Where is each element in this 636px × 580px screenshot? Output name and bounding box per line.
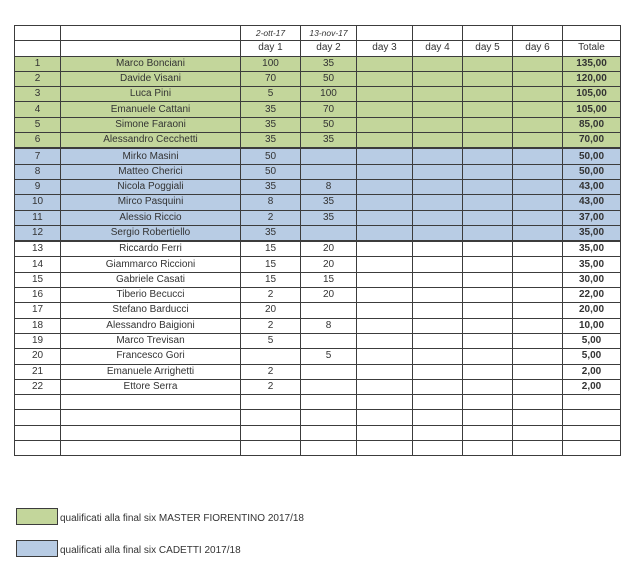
cell-total[interactable]: 43,00 bbox=[563, 195, 621, 210]
cell-day-3[interactable] bbox=[357, 164, 413, 179]
cell-day-6[interactable] bbox=[513, 179, 563, 194]
table-row bbox=[15, 349, 621, 364]
cell-day-3[interactable] bbox=[357, 148, 413, 164]
cell-day-6[interactable] bbox=[513, 164, 563, 179]
cell-player-name[interactable] bbox=[61, 441, 241, 456]
cell-total[interactable]: 2,00 bbox=[563, 379, 621, 394]
cell-position[interactable]: 3 bbox=[15, 87, 61, 102]
cell-day-1[interactable]: 5 bbox=[241, 333, 301, 348]
cell-day-2[interactable]: 20 bbox=[301, 257, 357, 272]
table-row bbox=[15, 56, 621, 71]
cell-day-2[interactable]: 20 bbox=[301, 241, 357, 257]
cell-day-6[interactable] bbox=[513, 102, 563, 117]
table-row bbox=[15, 425, 621, 440]
legend-label-cadetti: qualificati alla final six CADETTI 2017/18 bbox=[60, 545, 241, 556]
cell-day-6[interactable] bbox=[513, 133, 563, 149]
table-row bbox=[15, 210, 621, 225]
cell-day-6[interactable] bbox=[513, 318, 563, 333]
cell-day-4[interactable] bbox=[413, 333, 463, 348]
cell-player-name[interactable]: Emanuele Cattani bbox=[61, 102, 241, 117]
cell-day-1[interactable]: 50 bbox=[241, 164, 301, 179]
table-row bbox=[15, 117, 621, 132]
cell-position[interactable]: 5 bbox=[15, 117, 61, 132]
cell-day-3[interactable] bbox=[357, 303, 413, 318]
cell-total[interactable]: 120,00 bbox=[563, 71, 621, 86]
cell-player-name[interactable]: Mirko Masini bbox=[61, 148, 241, 164]
cell-day-3[interactable] bbox=[357, 133, 413, 149]
cell-total[interactable]: 105,00 bbox=[563, 102, 621, 117]
table-row bbox=[15, 379, 621, 394]
cell-position[interactable] bbox=[15, 441, 61, 456]
cell-day-6[interactable] bbox=[513, 425, 563, 440]
header-day-6[interactable]: day 6 bbox=[513, 41, 563, 56]
cell-day-4[interactable] bbox=[413, 272, 463, 287]
cell-day-3[interactable] bbox=[357, 318, 413, 333]
cell-position[interactable]: 6 bbox=[15, 133, 61, 149]
header-row-dates bbox=[15, 26, 621, 41]
cell-day-6[interactable] bbox=[513, 56, 563, 71]
cell-day-6[interactable] bbox=[513, 333, 563, 348]
cell-position[interactable]: 13 bbox=[15, 241, 61, 257]
cell-day-3[interactable] bbox=[357, 210, 413, 225]
cell-position[interactable]: 10 bbox=[15, 195, 61, 210]
table-row bbox=[15, 441, 621, 456]
cell-day-4[interactable] bbox=[413, 410, 463, 425]
header-date-day2[interactable]: 13-nov-17 bbox=[301, 26, 357, 41]
cell-day-1[interactable]: 35 bbox=[241, 102, 301, 117]
cell-day-1[interactable]: 2 bbox=[241, 318, 301, 333]
cell-day-2[interactable]: 20 bbox=[301, 288, 357, 303]
legend-item-master bbox=[16, 508, 304, 525]
cell-day-6[interactable] bbox=[513, 195, 563, 210]
cell-day-4[interactable] bbox=[413, 441, 463, 456]
cell-day-2[interactable] bbox=[301, 364, 357, 379]
cell-total[interactable]: 135,00 bbox=[563, 56, 621, 71]
cell-total[interactable]: 10,00 bbox=[563, 318, 621, 333]
legend-swatch-cadetti bbox=[16, 540, 58, 557]
table-row bbox=[15, 225, 621, 241]
cell-day-1[interactable]: 2 bbox=[241, 379, 301, 394]
cell-day-5[interactable] bbox=[463, 102, 513, 117]
cell-day-2[interactable]: 15 bbox=[301, 272, 357, 287]
cell-total[interactable]: 50,00 bbox=[563, 164, 621, 179]
cell-day-1[interactable]: 70 bbox=[241, 71, 301, 86]
header-date-total[interactable] bbox=[563, 26, 621, 41]
cell-day-2[interactable] bbox=[301, 333, 357, 348]
cell-day-3[interactable] bbox=[357, 379, 413, 394]
cell-player-name[interactable]: Gabriele Casati bbox=[61, 272, 241, 287]
cell-player-name[interactable]: Tiberio Becucci bbox=[61, 288, 241, 303]
cell-position[interactable]: 1 bbox=[15, 56, 61, 71]
cell-day-5[interactable] bbox=[463, 225, 513, 241]
cell-day-4[interactable] bbox=[413, 225, 463, 241]
cell-day-6[interactable] bbox=[513, 272, 563, 287]
cell-day-1[interactable]: 20 bbox=[241, 303, 301, 318]
cell-day-5[interactable] bbox=[463, 148, 513, 164]
cell-position[interactable]: 15 bbox=[15, 272, 61, 287]
cell-day-2[interactable]: 35 bbox=[301, 195, 357, 210]
cell-day-5[interactable] bbox=[463, 195, 513, 210]
cell-day-4[interactable] bbox=[413, 148, 463, 164]
cell-player-name[interactable]: Ettore Serra bbox=[61, 379, 241, 394]
cell-day-2[interactable]: 35 bbox=[301, 133, 357, 149]
cell-day-3[interactable] bbox=[357, 333, 413, 348]
legend-item-cadetti bbox=[16, 540, 241, 557]
cell-day-4[interactable] bbox=[413, 395, 463, 410]
header-day-1[interactable]: day 1 bbox=[241, 41, 301, 56]
cell-player-name[interactable]: Marco Trevisan bbox=[61, 333, 241, 348]
cell-position[interactable]: 21 bbox=[15, 364, 61, 379]
cell-day-5[interactable] bbox=[463, 379, 513, 394]
cell-player-name[interactable]: Matteo Cherici bbox=[61, 164, 241, 179]
cell-day-1[interactable]: 35 bbox=[241, 225, 301, 241]
cell-player-name[interactable]: Nicola Poggiali bbox=[61, 179, 241, 194]
cell-day-4[interactable] bbox=[413, 303, 463, 318]
cell-player-name[interactable]: Davide Visani bbox=[61, 71, 241, 86]
cell-day-5[interactable] bbox=[463, 395, 513, 410]
cell-day-2[interactable]: 50 bbox=[301, 117, 357, 132]
cell-total[interactable]: 35,00 bbox=[563, 257, 621, 272]
cell-day-4[interactable] bbox=[413, 179, 463, 194]
cell-day-3[interactable] bbox=[357, 117, 413, 132]
cell-day-2[interactable]: 50 bbox=[301, 71, 357, 86]
cell-day-5[interactable] bbox=[463, 410, 513, 425]
header-day-4[interactable]: day 4 bbox=[413, 41, 463, 56]
cell-day-5[interactable] bbox=[463, 364, 513, 379]
cell-day-4[interactable] bbox=[413, 164, 463, 179]
cell-player-name[interactable]: Sergio Robertiello bbox=[61, 225, 241, 241]
table-row bbox=[15, 364, 621, 379]
table-row bbox=[15, 241, 621, 257]
cell-total[interactable]: 22,00 bbox=[563, 288, 621, 303]
cell-day-3[interactable] bbox=[357, 395, 413, 410]
cell-day-3[interactable] bbox=[357, 410, 413, 425]
legend-swatch-master bbox=[16, 508, 58, 525]
cell-day-1[interactable]: 35 bbox=[241, 179, 301, 194]
cell-day-2[interactable]: 5 bbox=[301, 349, 357, 364]
cell-day-5[interactable] bbox=[463, 87, 513, 102]
cell-day-6[interactable] bbox=[513, 349, 563, 364]
cell-day-2[interactable] bbox=[301, 303, 357, 318]
table-row bbox=[15, 333, 621, 348]
cell-position[interactable]: 18 bbox=[15, 318, 61, 333]
cell-player-name[interactable] bbox=[61, 425, 241, 440]
cell-day-1[interactable]: 15 bbox=[241, 241, 301, 257]
spacer-cell bbox=[15, 26, 61, 41]
cell-day-4[interactable] bbox=[413, 102, 463, 117]
cell-position[interactable]: 22 bbox=[15, 379, 61, 394]
cell-day-3[interactable] bbox=[357, 364, 413, 379]
cell-day-5[interactable] bbox=[463, 241, 513, 257]
cell-position[interactable] bbox=[15, 410, 61, 425]
header-date-day5[interactable] bbox=[463, 26, 513, 41]
cell-total[interactable]: 70,00 bbox=[563, 133, 621, 149]
cell-position[interactable]: 14 bbox=[15, 257, 61, 272]
cell-day-4[interactable] bbox=[413, 349, 463, 364]
cell-day-1[interactable]: 100 bbox=[241, 56, 301, 71]
cell-day-2[interactable] bbox=[301, 410, 357, 425]
cell-day-1[interactable]: 35 bbox=[241, 117, 301, 132]
cell-position[interactable]: 19 bbox=[15, 333, 61, 348]
cell-day-3[interactable] bbox=[357, 241, 413, 257]
table-row bbox=[15, 195, 621, 210]
table-row bbox=[15, 148, 621, 164]
cell-day-3[interactable] bbox=[357, 195, 413, 210]
cell-day-3[interactable] bbox=[357, 425, 413, 440]
cell-day-6[interactable] bbox=[513, 241, 563, 257]
cell-day-3[interactable] bbox=[357, 87, 413, 102]
cell-player-name[interactable] bbox=[61, 410, 241, 425]
cell-day-4[interactable] bbox=[413, 425, 463, 440]
cell-position[interactable]: 2 bbox=[15, 71, 61, 86]
cell-total[interactable]: 105,00 bbox=[563, 87, 621, 102]
cell-day-3[interactable] bbox=[357, 441, 413, 456]
cell-day-4[interactable] bbox=[413, 87, 463, 102]
header-row-days bbox=[15, 41, 621, 56]
cell-day-3[interactable] bbox=[357, 257, 413, 272]
cell-day-5[interactable] bbox=[463, 164, 513, 179]
table-row bbox=[15, 410, 621, 425]
cell-position[interactable]: 16 bbox=[15, 288, 61, 303]
cell-player-name[interactable]: Alessandro Baigioni bbox=[61, 318, 241, 333]
cell-day-6[interactable] bbox=[513, 441, 563, 456]
cell-position[interactable]: 20 bbox=[15, 349, 61, 364]
cell-day-6[interactable] bbox=[513, 303, 563, 318]
spacer-cell bbox=[61, 41, 241, 56]
cell-position[interactable] bbox=[15, 395, 61, 410]
cell-day-2[interactable]: 8 bbox=[301, 179, 357, 194]
cell-total[interactable]: 43,00 bbox=[563, 179, 621, 194]
cell-day-5[interactable] bbox=[463, 318, 513, 333]
cell-day-5[interactable] bbox=[463, 257, 513, 272]
cell-day-6[interactable] bbox=[513, 395, 563, 410]
spacer-cell bbox=[61, 26, 241, 41]
cell-day-3[interactable] bbox=[357, 225, 413, 241]
cell-day-5[interactable] bbox=[463, 441, 513, 456]
header-day-3[interactable]: day 3 bbox=[357, 41, 413, 56]
cell-player-name[interactable]: Simone Faraoni bbox=[61, 117, 241, 132]
header-date-day4[interactable] bbox=[413, 26, 463, 41]
header-date-day1[interactable]: 2-ott-17 bbox=[241, 26, 301, 41]
cell-day-4[interactable] bbox=[413, 318, 463, 333]
cell-position[interactable]: 4 bbox=[15, 102, 61, 117]
cell-day-1[interactable] bbox=[241, 349, 301, 364]
cell-day-2[interactable]: 70 bbox=[301, 102, 357, 117]
cell-day-5[interactable] bbox=[463, 56, 513, 71]
header-date-day6[interactable] bbox=[513, 26, 563, 41]
cell-day-2[interactable] bbox=[301, 441, 357, 456]
cell-day-6[interactable] bbox=[513, 364, 563, 379]
cell-day-4[interactable] bbox=[413, 71, 463, 86]
table-row bbox=[15, 303, 621, 318]
cell-day-5[interactable] bbox=[463, 272, 513, 287]
header-totale[interactable]: Totale bbox=[563, 41, 621, 56]
cell-total[interactable]: 85,00 bbox=[563, 117, 621, 132]
cell-day-5[interactable] bbox=[463, 210, 513, 225]
cell-day-1[interactable]: 15 bbox=[241, 272, 301, 287]
cell-day-6[interactable] bbox=[513, 410, 563, 425]
cell-day-4[interactable] bbox=[413, 56, 463, 71]
cell-day-2[interactable] bbox=[301, 164, 357, 179]
cell-day-2[interactable] bbox=[301, 225, 357, 241]
table-row bbox=[15, 87, 621, 102]
cell-day-3[interactable] bbox=[357, 179, 413, 194]
cell-day-2[interactable]: 35 bbox=[301, 210, 357, 225]
cell-day-1[interactable]: 8 bbox=[241, 195, 301, 210]
cell-day-3[interactable] bbox=[357, 272, 413, 287]
cell-day-4[interactable] bbox=[413, 364, 463, 379]
cell-day-5[interactable] bbox=[463, 333, 513, 348]
cell-day-4[interactable] bbox=[413, 257, 463, 272]
cell-player-name[interactable]: Mirco Pasquini bbox=[61, 195, 241, 210]
cell-player-name[interactable]: Stefano Barducci bbox=[61, 303, 241, 318]
cell-day-6[interactable] bbox=[513, 210, 563, 225]
cell-day-3[interactable] bbox=[357, 349, 413, 364]
table-row bbox=[15, 133, 621, 149]
cell-day-5[interactable] bbox=[463, 117, 513, 132]
cell-day-2[interactable] bbox=[301, 425, 357, 440]
cell-position[interactable] bbox=[15, 425, 61, 440]
table-row bbox=[15, 272, 621, 287]
cell-total[interactable] bbox=[563, 441, 621, 456]
cell-day-1[interactable]: 2 bbox=[241, 288, 301, 303]
cell-total[interactable]: 50,00 bbox=[563, 148, 621, 164]
table-row bbox=[15, 288, 621, 303]
header-day-5[interactable]: day 5 bbox=[463, 41, 513, 56]
cell-position[interactable]: 9 bbox=[15, 179, 61, 194]
cell-total[interactable] bbox=[563, 410, 621, 425]
cell-day-5[interactable] bbox=[463, 303, 513, 318]
cell-day-4[interactable] bbox=[413, 241, 463, 257]
cell-day-1[interactable]: 2 bbox=[241, 210, 301, 225]
legend-label-master: qualificati alla final six MASTER FIORENTINO 2017/18 bbox=[60, 513, 304, 524]
cell-player-name[interactable]: Emanuele Arrighetti bbox=[61, 364, 241, 379]
cell-total[interactable]: 5,00 bbox=[563, 333, 621, 348]
cell-day-2[interactable] bbox=[301, 379, 357, 394]
cell-player-name[interactable]: Luca Pini bbox=[61, 87, 241, 102]
cell-day-5[interactable] bbox=[463, 133, 513, 149]
cell-day-2[interactable]: 8 bbox=[301, 318, 357, 333]
table-row bbox=[15, 179, 621, 194]
cell-day-5[interactable] bbox=[463, 349, 513, 364]
cell-position[interactable]: 12 bbox=[15, 225, 61, 241]
cell-total[interactable] bbox=[563, 425, 621, 440]
cell-day-6[interactable] bbox=[513, 148, 563, 164]
cell-day-3[interactable] bbox=[357, 288, 413, 303]
cell-position[interactable]: 11 bbox=[15, 210, 61, 225]
cell-day-1[interactable]: 50 bbox=[241, 148, 301, 164]
cell-day-4[interactable] bbox=[413, 133, 463, 149]
cell-day-6[interactable] bbox=[513, 87, 563, 102]
table-row bbox=[15, 318, 621, 333]
cell-day-5[interactable] bbox=[463, 425, 513, 440]
cell-total[interactable]: 2,00 bbox=[563, 364, 621, 379]
cell-day-1[interactable] bbox=[241, 425, 301, 440]
cell-player-name[interactable]: Giammarco Riccioni bbox=[61, 257, 241, 272]
table-row bbox=[15, 71, 621, 86]
cell-day-1[interactable]: 2 bbox=[241, 364, 301, 379]
cell-day-6[interactable] bbox=[513, 225, 563, 241]
cell-total[interactable]: 37,00 bbox=[563, 210, 621, 225]
cell-day-4[interactable] bbox=[413, 288, 463, 303]
cell-player-name[interactable]: Alessio Riccio bbox=[61, 210, 241, 225]
cell-day-2[interactable] bbox=[301, 148, 357, 164]
cell-player-name[interactable]: Francesco Gori bbox=[61, 349, 241, 364]
cell-player-name[interactable] bbox=[61, 395, 241, 410]
cell-day-4[interactable] bbox=[413, 379, 463, 394]
cell-day-6[interactable] bbox=[513, 288, 563, 303]
ranking-table bbox=[14, 25, 621, 456]
cell-day-3[interactable] bbox=[357, 71, 413, 86]
cell-day-1[interactable] bbox=[241, 410, 301, 425]
cell-day-2[interactable] bbox=[301, 395, 357, 410]
header-date-day3[interactable] bbox=[357, 26, 413, 41]
table-row bbox=[15, 164, 621, 179]
table-row bbox=[15, 102, 621, 117]
cell-day-2[interactable]: 35 bbox=[301, 56, 357, 71]
cell-total[interactable]: 30,00 bbox=[563, 272, 621, 287]
cell-day-1[interactable]: 15 bbox=[241, 257, 301, 272]
cell-day-4[interactable] bbox=[413, 195, 463, 210]
cell-day-5[interactable] bbox=[463, 71, 513, 86]
cell-total[interactable]: 35,00 bbox=[563, 225, 621, 241]
cell-day-1[interactable] bbox=[241, 395, 301, 410]
cell-day-5[interactable] bbox=[463, 288, 513, 303]
cell-total[interactable] bbox=[563, 395, 621, 410]
cell-day-3[interactable] bbox=[357, 102, 413, 117]
cell-day-6[interactable] bbox=[513, 257, 563, 272]
cell-player-name[interactable]: Riccardo Ferri bbox=[61, 241, 241, 257]
cell-player-name[interactable]: Alessandro Cecchetti bbox=[61, 133, 241, 149]
cell-day-2[interactable]: 100 bbox=[301, 87, 357, 102]
cell-day-4[interactable] bbox=[413, 210, 463, 225]
cell-day-1[interactable] bbox=[241, 441, 301, 456]
cell-total[interactable]: 20,00 bbox=[563, 303, 621, 318]
table-row bbox=[15, 257, 621, 272]
cell-position[interactable]: 17 bbox=[15, 303, 61, 318]
cell-day-6[interactable] bbox=[513, 379, 563, 394]
cell-day-6[interactable] bbox=[513, 71, 563, 86]
header-day-2[interactable]: day 2 bbox=[301, 41, 357, 56]
cell-day-4[interactable] bbox=[413, 117, 463, 132]
cell-player-name[interactable]: Marco Bonciani bbox=[61, 56, 241, 71]
cell-day-1[interactable]: 5 bbox=[241, 87, 301, 102]
table-row bbox=[15, 395, 621, 410]
cell-day-3[interactable] bbox=[357, 56, 413, 71]
cell-position[interactable]: 7 bbox=[15, 148, 61, 164]
cell-day-1[interactable]: 35 bbox=[241, 133, 301, 149]
cell-day-6[interactable] bbox=[513, 117, 563, 132]
cell-day-5[interactable] bbox=[463, 179, 513, 194]
spacer-cell bbox=[15, 41, 61, 56]
cell-position[interactable]: 8 bbox=[15, 164, 61, 179]
cell-total[interactable]: 35,00 bbox=[563, 241, 621, 257]
cell-total[interactable]: 5,00 bbox=[563, 349, 621, 364]
